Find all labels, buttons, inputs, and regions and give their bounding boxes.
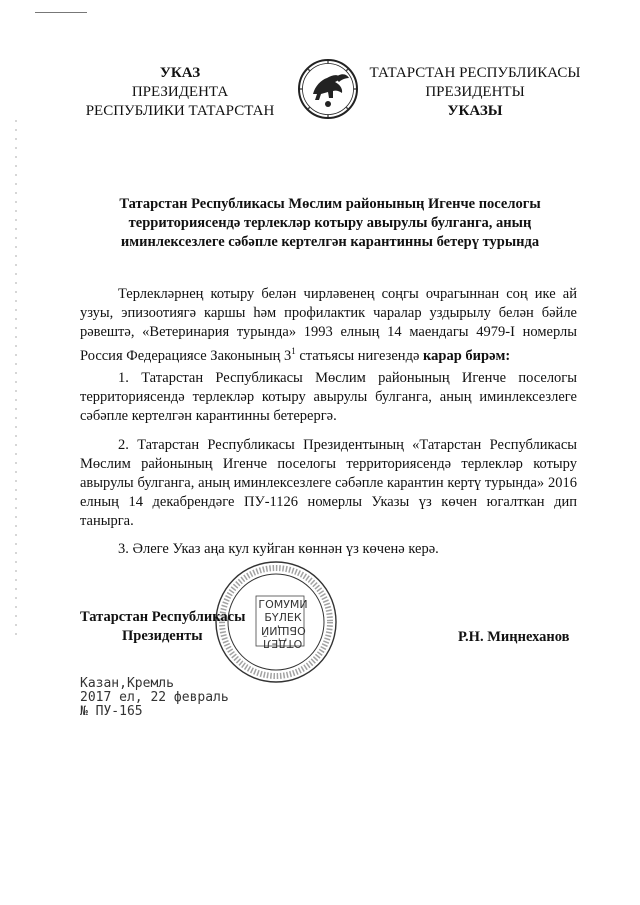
stamp-line-3: ОБЩИЙ	[260, 624, 306, 637]
signatory-title-line-1: Татарстан Республикасы	[80, 609, 246, 625]
preamble-tail: статьясы нигезендә	[295, 347, 424, 364]
header-left-line-1: УКАЗ	[159, 65, 201, 81]
header-tatar	[365, 64, 585, 121]
title-line-3: иминлексезлеге сәбәпле кертелгән карантинны бетерү турында	[120, 234, 540, 250]
header-left-line-3: РЕСПУБЛИКИ ТАТАРСТАН	[85, 103, 275, 119]
scan-margin-marks	[15, 120, 17, 640]
preamble-text: Терлекләрнең котыру белән чирләвенең соңгы очрагыннан соң ике ай узуы, эпизоотиягә каршы һәм профилактик чаралар уздырылу белән бәйле рәвештә, «Ветеринария турында» 1993 елның 14 маендагы 4979-I номерлы Россия Федерациясе Законының 3	[80, 286, 577, 364]
title-line-2: территориясендә терлекләр котыру авырулы булганга, аның	[128, 215, 532, 231]
stamp-line-1: ГОМУМИ	[258, 598, 308, 611]
tatarstan-emblem-icon	[297, 58, 359, 120]
document-title	[80, 195, 580, 252]
preamble-paragraph	[80, 285, 577, 366]
clause-1: 1. Татарстан Республикасы Мөслим районының Игенче поселогы территориясендә терлекләр котыру авырулы булганга, аның иминлексезлеге сәбәпле кертелгән карантинны бетерергә.	[80, 370, 577, 424]
header-right-line-3: УКАЗЫ	[447, 103, 503, 119]
clause-3: 3. Әлеге Указ аңа кул куйган көннән үз көченә керә.	[118, 541, 439, 557]
stamp-line-2: БҮЛЕК	[264, 611, 302, 624]
header-right-line-1: ТАТАРСТАН РЕСПУБЛИКАСЫ	[369, 65, 581, 81]
footer-place: Казан,Кремль	[80, 676, 174, 691]
signatory-title-line-2: Президенты	[122, 628, 203, 644]
clause-2: 2. Татарстан Республикасы Президентының «Татарстан Республикасы Мөслим районының Игенче поселогы территориясендә терлекләр котыру авырулы булганга, аның иминлексезлеге сәбәпле карантин кертү турында» 2016 елның 14 декабрендәге ПУ-1126 номерлы Указы үз көчен югалткан дип танырга.	[80, 437, 577, 529]
top-rule	[35, 12, 87, 13]
preamble-superscript: 1	[291, 346, 296, 356]
signatory-title	[80, 608, 245, 646]
decree-footer	[80, 677, 229, 719]
stamp-line-4: ОТДЕЛ	[263, 637, 303, 650]
signatory-name: Р.Н. Миңнеханов	[458, 629, 570, 645]
stamp-text	[258, 598, 308, 650]
footer-date: 2017 ел, 22 февраль	[80, 690, 229, 705]
header-russian	[80, 64, 280, 121]
preamble-decree-phrase: карар бирәм:	[423, 347, 511, 364]
footer-number: № ПУ-165	[80, 704, 143, 719]
header-left-line-2: ПРЕЗИДЕНТА	[131, 84, 229, 100]
title-line-1: Татарстан Республикасы Мөслим районының Игенче поселогы	[119, 196, 541, 212]
header-right-line-2: ПРЕЗИДЕНТЫ	[425, 84, 525, 100]
